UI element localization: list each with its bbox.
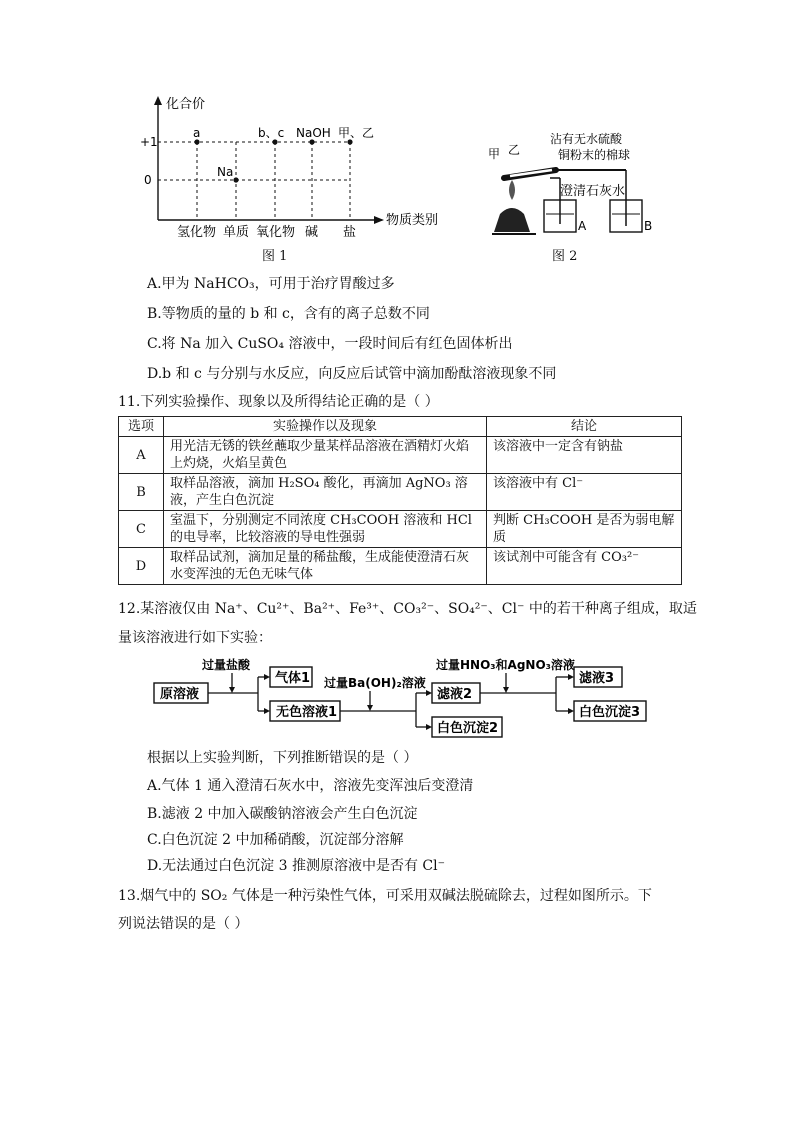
table-header-row <box>119 417 682 437</box>
category-salt: 盐 <box>343 225 357 240</box>
q13-stem-line1: 13.烟气中的 SO₂ 气体是一种污染性气体，可采用双碱法脱硫除去，过程如图所示。下 <box>118 888 652 904</box>
row-c-option: C <box>119 511 164 548</box>
label-jia: 甲 <box>488 147 501 161</box>
row-b-option: B <box>119 474 164 511</box>
row-a-conclusion: 该溶液中一定含有钠盐 <box>487 437 682 474</box>
figure-1-caption: 图 1 <box>262 249 288 264</box>
point-naoh-label: NaOH <box>296 126 331 140</box>
q13-stem-line2: 列说法错误的是（ ） <box>118 916 249 932</box>
row-b-conclusion: 该溶液中有 Cl⁻ <box>487 474 682 511</box>
q10-option-c: C.将 Na 加入 CuSO₄ 溶液中，一段时间后有红色固体析出 <box>147 336 513 352</box>
figure-1-valence-chart <box>140 90 450 240</box>
x-axis-label: 物质类别 <box>386 213 439 228</box>
point-bc-label: b、c <box>258 126 285 140</box>
y-tick-plus1: +1 <box>140 135 158 149</box>
q12-option-a: A.气体 1 通入澄清石灰水中，溶液先变浑浊后变澄清 <box>147 778 474 794</box>
row-c-operation: 室温下，分别测定不同浓度 CH₃COOH 溶液和 HCl 的电导率，比较溶液的导电性强弱 <box>164 511 487 548</box>
limewater-label: 澄清石灰水 <box>560 184 626 199</box>
box-filt2-label: 滤液2 <box>437 687 473 702</box>
table-row <box>119 474 682 511</box>
table-row <box>119 437 682 474</box>
beaker-b-label: B <box>644 219 653 233</box>
q12-stem-line1: 12.某溶液仅由 Na⁺、Cu²⁺、Ba²⁺、Fe³⁺、CO₃²⁻、SO₄²⁻、Cl⁻ 中的若干种离子组成，取适 <box>118 601 697 617</box>
point-naoh <box>309 139 314 144</box>
cotton-label-line2: 铜粉末的棉球 <box>558 148 631 162</box>
reagent-2: 过量Ba(OH)₂溶液 <box>324 676 426 690</box>
point-na-label: Na <box>217 165 234 179</box>
q10-option-b: B.等物质的量的 b 和 c，含有的离子总数不同 <box>147 306 430 322</box>
row-d-operation: 取样品试剂，滴加足量的稀盐酸，生成能使澄清石灰水变浑浊的无色无味气体 <box>164 548 487 585</box>
q12-stem-line2: 量该溶液进行如下实验： <box>118 630 272 646</box>
q11-table <box>118 416 682 585</box>
grid-lines <box>158 142 350 220</box>
row-d-option: D <box>119 548 164 585</box>
row-a-operation: 用光洁无锈的铁丝蘸取少量某样品溶液在酒精灯火焰上灼烧，火焰呈黄色 <box>164 437 487 474</box>
reagent-3: 过量HNO₃和AgNO₃溶液 <box>436 658 575 672</box>
q12-flowchart <box>150 655 650 743</box>
category-base: 碱 <box>305 225 319 240</box>
x-axis-arrow <box>374 216 384 224</box>
q10-option-a: A.甲为 NaHCO₃，可用于治疗胃酸过多 <box>147 276 395 292</box>
q11-stem: 11.下列实验操作、现象以及所得结论正确的是（ ） <box>118 394 439 410</box>
point-jiayi-label: 甲、乙 <box>338 126 375 140</box>
figure-2-apparatus <box>486 128 666 240</box>
table-row <box>119 548 682 585</box>
cotton-label-line1: 沾有无水硫酸 <box>550 132 623 146</box>
category-element: 单质 <box>223 225 250 240</box>
alcohol-lamp <box>494 208 530 232</box>
header-operation: 实验操作以及现象 <box>164 417 487 437</box>
box-gas1-label: 气体1 <box>275 671 311 686</box>
q10-option-d: D.b 和 c 与分别与水反应，向反应后试管中滴加酚酞溶液现象不同 <box>147 366 557 382</box>
y-axis-arrow <box>154 96 162 105</box>
label-yi: 乙 <box>508 143 521 157</box>
category-hydride: 氢化物 <box>177 225 217 240</box>
header-conclusion: 结论 <box>487 417 682 437</box>
box-sol1-label: 无色溶液1 <box>276 705 338 720</box>
table-row <box>119 511 682 548</box>
point-bc <box>272 139 277 144</box>
q12-question: 根据以上实验判断，下列推断错误的是（ ） <box>147 750 418 766</box>
beaker-a-label: A <box>578 219 587 233</box>
y-axis-label: 化合价 <box>166 97 206 112</box>
category-oxide: 氧化物 <box>256 225 296 240</box>
row-a-option: A <box>119 437 164 474</box>
figure-2-caption: 图 2 <box>552 249 578 264</box>
row-b-operation: 取样品溶液，滴加 H₂SO₄ 酸化，再滴加 AgNO₃ 溶液，产生白色沉淀 <box>164 474 487 511</box>
q12-option-b: B.滤液 2 中加入碳酸钠溶液会产生白色沉淀 <box>147 806 418 822</box>
point-na <box>233 177 238 182</box>
y-tick-0: 0 <box>144 173 152 187</box>
box-start-label: 原溶液 <box>160 687 200 702</box>
point-a <box>194 139 199 144</box>
point-jiayi <box>347 139 352 144</box>
box-ppt3-label: 白色沉淀3 <box>579 705 641 720</box>
box-filt3-label: 滤液3 <box>579 671 615 686</box>
row-d-conclusion: 该试剂中可能含有 CO₃²⁻ <box>487 548 682 585</box>
q12-option-d: D.无法通过白色沉淀 3 推测原溶液中是否有 Cl⁻ <box>147 858 446 874</box>
box-ppt2-label: 白色沉淀2 <box>437 721 499 736</box>
q12-option-c: C.白色沉淀 2 中加稀硝酸，沉淀部分溶解 <box>147 832 404 848</box>
flame <box>509 180 515 200</box>
point-a-label: a <box>193 126 201 140</box>
reagent-1: 过量盐酸 <box>202 658 251 672</box>
row-c-conclusion: 判断 CH₃COOH 是否为弱电解质 <box>487 511 682 548</box>
header-option: 选项 <box>119 417 164 437</box>
